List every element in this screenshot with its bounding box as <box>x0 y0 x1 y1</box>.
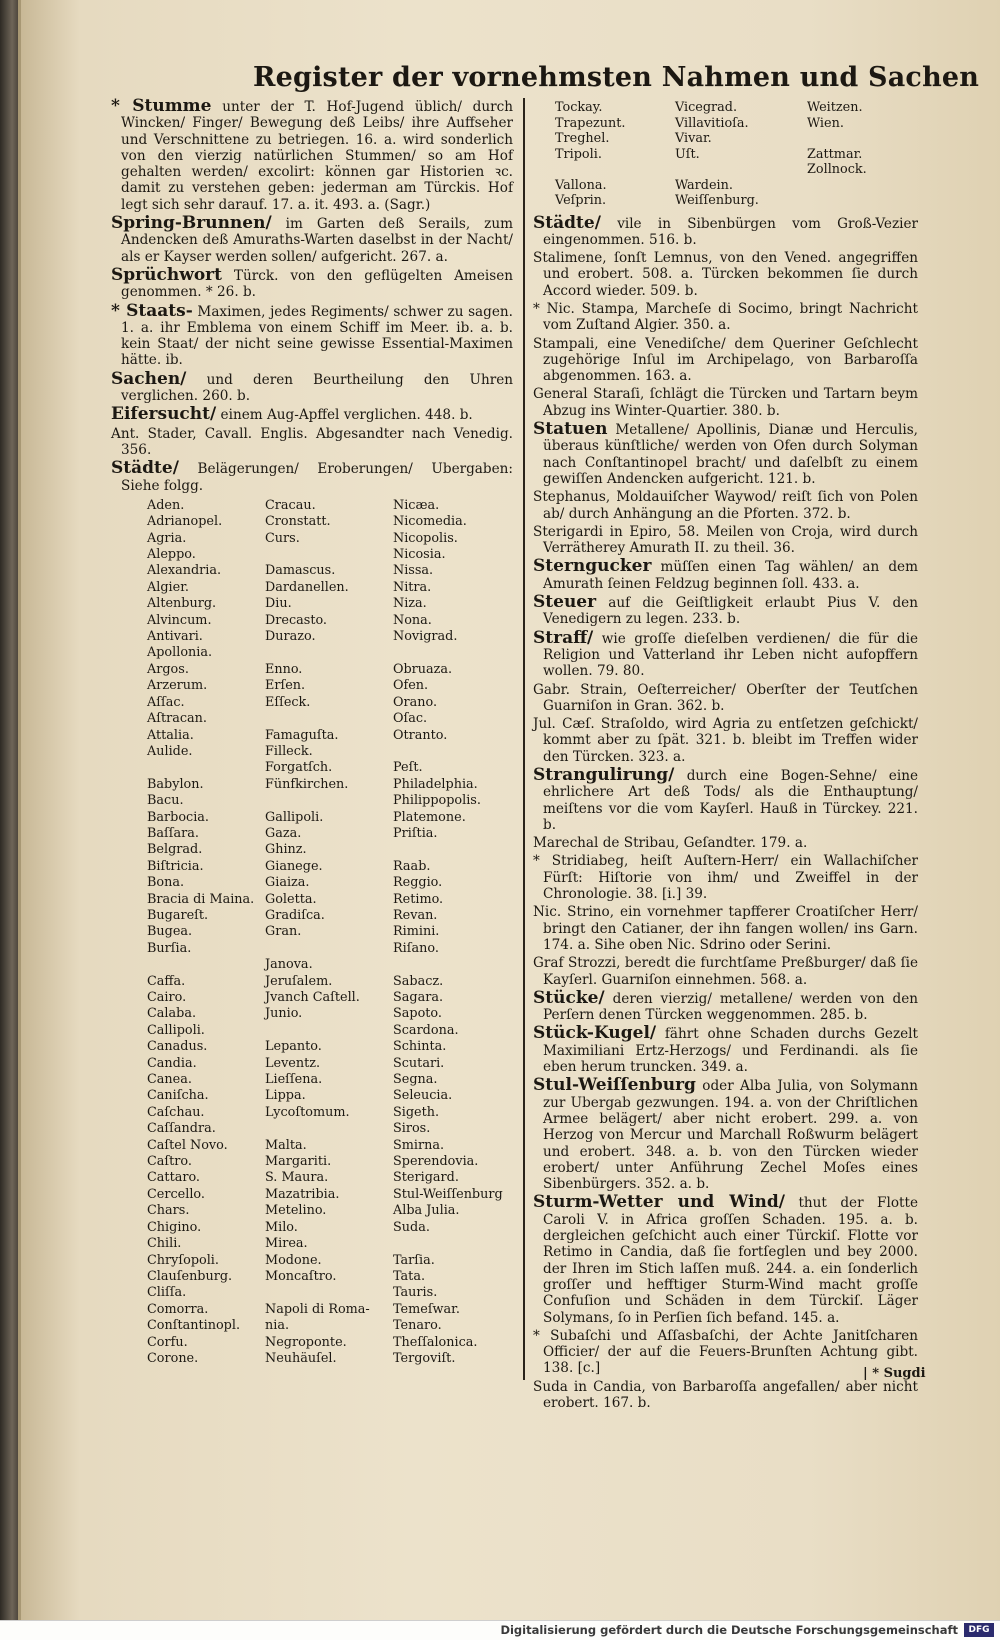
place-name: Metelino. <box>265 1203 327 1219</box>
place-name: Oſac. <box>393 711 428 727</box>
place-name: Cercello. <box>147 1186 205 1202</box>
place-name: Siros. <box>393 1121 431 1137</box>
entry-text: einem Aug-Apffel verglichen. 448. b. <box>220 407 473 424</box>
place-name <box>265 1285 393 1301</box>
place-name: Canea. <box>147 1072 192 1088</box>
place-name: Cattaro. <box>147 1170 200 1186</box>
place-name <box>807 178 917 194</box>
index-entry <box>533 421 918 487</box>
place-name: Altenburg. <box>147 596 217 612</box>
place-name: Sterigard. <box>393 1170 459 1186</box>
place-name: Burſia. <box>147 940 192 956</box>
place-name: Ghinz. <box>265 842 307 858</box>
entry-headword: Straff/ <box>533 627 594 648</box>
left-column <box>111 98 513 1367</box>
place-name: Caniſcha. <box>147 1088 209 1104</box>
place-name: Canadus. <box>147 1039 208 1055</box>
place-name: Aulide. <box>147 743 193 759</box>
place-name: Priſtia. <box>393 825 438 841</box>
place-name: Calaba. <box>147 1006 197 1022</box>
place-name: Tergoviſt. <box>393 1350 456 1366</box>
place-name: Sapoto. <box>393 1006 442 1022</box>
footer-credit: Digitalisierung gefördert durch die Deutsche Forschungsgemeinschaft <box>500 1623 958 1637</box>
place-name: Fünfkirchen. <box>265 776 349 792</box>
index-entry <box>111 300 513 369</box>
place-name: Aſtracan. <box>147 711 207 727</box>
entry-headword: Städte/ <box>111 458 179 479</box>
index-entry <box>533 627 918 680</box>
entry-text: Maximen, jedes Regiments/ schwer zu sagen. 1. a. ihr Emblema von einem Schiff im Meer. ib. a. b. kein Staat/ der nicht seine gewisse Essential-Maximen hätte. ib. <box>121 303 513 369</box>
entry-text: deren vierzig/ metallene/ werden von den Perſern denen Türcken weggenommen. 285. b. <box>543 990 918 1024</box>
place-name: Baſſara. <box>147 825 199 841</box>
entry-text: Jul. Cæſ. Straſoldo, wird Agria zu entſetzen geſchickt/ kommt aber zu ſpät. 321. b. bleibt im Treffen wider den Türcken. 323. a. <box>533 716 918 765</box>
place-name: Tockay. <box>555 100 603 115</box>
place-name: Cairo. <box>147 990 187 1006</box>
place-name: Sabacz. <box>393 973 444 989</box>
place-name: Lieſſena. <box>265 1072 323 1088</box>
index-entry <box>533 835 918 851</box>
place-name: Platemone. <box>393 809 466 825</box>
entry-text: thut der Flotte Caroli V. in Africa groſſen Schaden. 195. a. b. dergleichen geſchicht auch einer Türckiſ. Flotte vor Retimo in Candia, daß ſie fortſeglen und bey 2000. der Ihren im Stich laſſen muß. 244. a. ein ſonderlich groſſer und hefftiger Sturm-Wind macht groſſe Confuſion und Schäden in dem Türckiſ. Läger Solymans, ſo in Perſien ſich befand. 145. a. <box>543 1195 918 1326</box>
place-name: Weitzen. <box>807 100 863 115</box>
entry-text: Graf Strozzi, beredt die furchtſame Preßburger/ daß ſie Kayſerl. Guarniſon einnehmen. 568. a. <box>533 955 918 988</box>
entry-headword: * Staats- <box>111 300 193 321</box>
place-name: Nona. <box>393 612 432 628</box>
place-name: Orano. <box>393 694 438 710</box>
place-name: Famaguſta. <box>265 727 339 743</box>
entry-text: Stampali, eine Venediſche/ dem Queriner Geſchlecht zugehörige Inſul im Archipelago, von Barbaroſſa abgenommen. 163. a. <box>533 335 918 385</box>
place-name: Dardanellen. <box>265 579 349 595</box>
place-name: Durazo. <box>265 629 316 645</box>
place-name <box>265 941 393 957</box>
place-name: Obruaza. <box>393 661 453 677</box>
place-name: Tenaro. <box>393 1318 442 1334</box>
index-entry <box>533 558 918 592</box>
place-name: Neuhäuſel. <box>265 1350 337 1366</box>
place-name: Bugareſt. <box>147 907 209 923</box>
index-entry <box>533 1328 918 1377</box>
place-name: Scardona. <box>393 1022 459 1038</box>
place-name: Treghel. <box>555 131 610 146</box>
entry-headword: Städte/ <box>533 212 601 233</box>
place-name: Trapezunt. <box>555 115 626 131</box>
place-name: Raab. <box>393 858 431 874</box>
place-name: Stul-Weiſſenburg <box>393 1186 503 1202</box>
place-name: Giaiza. <box>265 875 310 891</box>
place-name: Antivari. <box>147 629 203 645</box>
entry-text: auf die Geiſtligkeit erlaubt Pius V. den Venedigern zu legen. 233. b. <box>543 595 918 628</box>
place-name: Seleucia. <box>393 1088 453 1104</box>
place-name <box>265 1023 393 1039</box>
place-name: Janova. <box>265 957 313 973</box>
place-name: Caſtel Novo. <box>147 1137 228 1153</box>
place-name: Bacu. <box>147 793 184 809</box>
place-name: Lippa. <box>265 1088 306 1104</box>
place-name: Conſtantinopl. <box>147 1318 241 1334</box>
place-name: Curs. <box>265 530 300 546</box>
entry-text: Nic. Strino, ein vornehmer tapfferer Croatiſcher Herr/ bringt den Catianer, der ihn fangen wollen/ ins Garn. 174. a. Sihe oben Nic. Sdrino oder Serini. <box>533 904 918 953</box>
place-name: Gran. <box>265 924 302 940</box>
place-name: Zollnock. <box>807 162 867 177</box>
place-name: Attalia. <box>147 727 194 743</box>
place-name: Moncaſtro. <box>265 1268 337 1284</box>
index-entry <box>533 904 918 953</box>
place-name: Chigino. <box>147 1219 202 1235</box>
index-entry <box>533 767 918 833</box>
place-name: Lepanto. <box>265 1039 322 1055</box>
place-name <box>265 645 393 661</box>
index-entry <box>533 1077 918 1192</box>
place-name: Gianege. <box>265 858 323 874</box>
place-name: Retimo. <box>393 891 444 907</box>
place-name: Novigrad. <box>393 629 458 645</box>
entry-headword: Sprüchwort <box>111 264 222 285</box>
place-name: Aſſac. <box>147 694 185 710</box>
right-entries <box>533 212 918 1412</box>
entry-headword: Eifersucht/ <box>111 404 217 425</box>
place-name: Sperendovia. <box>393 1154 479 1170</box>
place-name: Belgrad. <box>147 842 203 858</box>
entry-text: müſſen einen Tag wählen/ an dem Amurath ſeinen Feldzug beginnen ſoll. 433. a. <box>543 559 918 592</box>
entry-headword: Sachen/ <box>111 368 187 389</box>
document-page <box>18 0 1000 1620</box>
place-name: Chryſopoli. <box>147 1252 219 1268</box>
place-name: Napoli di Roma- <box>265 1301 370 1317</box>
place-name: Erſen. <box>265 678 306 694</box>
place-name: Caſtro. <box>147 1154 192 1170</box>
place-name: Drecasto. <box>265 612 328 628</box>
place-name: Enno. <box>265 661 303 677</box>
place-name: Nicomedia. <box>393 514 467 530</box>
place-name <box>147 760 265 776</box>
place-name: Comorra. <box>147 1301 209 1317</box>
place-name: Adrianopel. <box>147 514 223 530</box>
place-name: Niza. <box>393 596 427 612</box>
place-name <box>265 793 393 809</box>
left-entries <box>111 98 513 494</box>
dfg-logo: DFG <box>964 1623 994 1637</box>
place-name: Reggio. <box>393 875 443 891</box>
index-entry <box>533 250 918 299</box>
place-name: Cliſſa. <box>147 1285 187 1301</box>
place-name: Lycoſtomum. <box>265 1104 350 1120</box>
place-name: Forgatſch. <box>265 760 333 776</box>
place-name: Gradiſca. <box>265 907 325 923</box>
place-name: Milo. <box>265 1219 298 1235</box>
place-name <box>265 547 393 563</box>
place-name: Schinta. <box>393 1039 447 1055</box>
index-entry <box>533 524 918 557</box>
entry-headword: Stücke/ <box>533 987 605 1008</box>
place-name: Vallona. <box>555 177 607 193</box>
index-entry <box>533 1025 918 1075</box>
place-name: Philippopolis. <box>393 793 481 809</box>
place-name: Alexandria. <box>147 563 222 579</box>
place-name: Zattmar. <box>807 146 863 162</box>
place-name: Ofen. <box>393 678 429 694</box>
place-name: Bugea. <box>147 924 193 940</box>
entry-text: Stalimene, ſonſt Lemnus, von den Vened. angegriffen und erobert. 508. a. Türcken bekommen ſie durch Accord wieder. 509. b. <box>533 250 918 299</box>
index-entry <box>111 215 513 265</box>
entry-text: Ant. Stader, Cavall. Englis. Abgesandter nach Venedig. 356. <box>111 425 513 458</box>
entry-text: * Subaſchi und Aſſasbaſchi, der Achte Janitſcharen Officier/ der auf die Feuers-Brunſten Achtung gibt. 138. [c.] <box>533 1327 918 1377</box>
index-entry <box>533 853 918 902</box>
place-name: Clauſenburg. <box>147 1268 233 1284</box>
entry-text: Gabr. Strain, Oeſterreicher/ Oberſter der Teutſchen Guarniſon in Gran. 362. b. <box>533 681 918 714</box>
place-name: Argos. <box>147 661 189 677</box>
place-name: Malta. <box>265 1137 307 1153</box>
place-name <box>265 1121 393 1137</box>
place-name: Callipoli. <box>147 1022 205 1038</box>
place-name: Otranto. <box>393 727 448 743</box>
place-name: Philadelphia. <box>393 776 478 792</box>
place-name: Algier. <box>147 579 189 595</box>
place-name: Segna. <box>393 1072 438 1088</box>
entry-text: * Nic. Stampa, Marcheſe di Socimo, bringt Nachricht vom Zuſtand Algier. 350. a. <box>533 300 918 334</box>
entry-text: Sterigardi in Epiro, 58. Meilen von Croja, wird durch Verrätherey Amurath II. zu theil. 36. <box>533 523 918 557</box>
place-name: Candia. <box>147 1055 197 1071</box>
place-name: Vicegrad. <box>675 100 738 115</box>
place-name: Cracau. <box>265 497 316 513</box>
place-name: Arzerum. <box>147 678 208 694</box>
place-name <box>265 711 393 727</box>
index-entry <box>533 386 918 419</box>
index-entry <box>111 460 513 494</box>
place-name: Chili. <box>147 1236 182 1252</box>
entry-text: Türck. von den geflügelten Ameisen genommen. * 26. b. <box>121 267 513 301</box>
place-name: Gaza. <box>265 825 302 841</box>
place-name: Veſprin. <box>555 193 607 208</box>
entry-headword: Steuer <box>533 592 597 613</box>
entry-text: vile in Sibenbürgen vom Groß-Vezier eingenommen. 516. b. <box>543 215 918 248</box>
index-entry <box>533 1379 918 1412</box>
index-entry <box>533 955 918 988</box>
place-name: Filleck. <box>265 743 313 759</box>
place-name: Bracia di Maina. <box>147 891 255 907</box>
place-name: Suda. <box>393 1219 430 1235</box>
index-entry <box>533 716 918 765</box>
place-name: Vivar. <box>675 131 712 146</box>
place-name: Nicosia. <box>393 547 446 563</box>
entry-headword: Stul-Weiſſenburg <box>533 1075 696 1096</box>
place-name: Nicopolis. <box>393 530 458 546</box>
entry-headword: Stück-Kugel/ <box>533 1023 657 1044</box>
entry-text: General Staraſi, ſchlägt die Türcken und Tartarn beym Abzug ins Winter-Quartier. 380. b. <box>533 386 918 419</box>
place-name: Sagara. <box>393 990 444 1006</box>
place-name: Chars. <box>147 1203 190 1219</box>
place-name: Weiſſenburg. <box>675 193 759 208</box>
index-entry <box>533 1194 918 1325</box>
catchword: | * Sugdi <box>863 1366 926 1381</box>
place-name: nia. <box>265 1318 290 1334</box>
place-name: Peſt. <box>393 760 423 776</box>
place-name: Junio. <box>265 1006 303 1022</box>
place-name: Tarſia. <box>393 1252 435 1268</box>
place-name: Negroponte. <box>265 1334 347 1350</box>
place-name: Modone. <box>265 1252 322 1268</box>
place-name: Bona. <box>147 875 185 891</box>
entry-text: Stephanus, Moldauiſcher Waywod/ reiſt ſich von Polen ab/ durch Anhängung an die Pforten. 372. b. <box>533 489 918 522</box>
entry-headword: Spring-Brunnen/ <box>111 213 272 234</box>
place-name: Alvincum. <box>147 612 212 628</box>
place-name: Tauris. <box>393 1285 438 1301</box>
place-name: Mazatribia. <box>265 1186 340 1202</box>
column-divider <box>523 98 525 1380</box>
place-name: Revan. <box>393 907 438 923</box>
place-name: Mirea. <box>265 1236 308 1252</box>
place-name: Rimini. <box>393 924 440 940</box>
entry-headword: * Stumme <box>111 96 212 116</box>
place-name <box>807 131 917 147</box>
place-name: Margariti. <box>265 1154 332 1170</box>
place-name: Smirna. <box>393 1137 445 1153</box>
entry-text: durch eine Bogen-Sehne/ eine ehrlichere Art deß Tods/ als die Enthauptung/ meiſtens vor die vom Kayſerl. Hauß in Türckey. 221. b. <box>543 768 918 833</box>
place-name: S. Maura. <box>265 1170 329 1186</box>
place-name: Alba Julia. <box>393 1203 460 1219</box>
entry-text: Marechal de Stribau, Geſandter. 179. a. <box>533 835 808 852</box>
place-name: Nitra. <box>393 579 432 595</box>
index-entry <box>111 264 513 301</box>
entry-text: fährt ohne Schaden durchs Gezelt Maximiliani Ertz-Herzogs/ und Ferdinandi. als ſie eben herum truncken. 349. a. <box>543 1026 918 1076</box>
index-entry <box>533 594 918 628</box>
place-name: Jvanch Caſtell. <box>265 990 360 1006</box>
place-name: Caffa. <box>147 973 186 989</box>
place-name: Goletta. <box>265 891 317 907</box>
entry-text: wie groſſe dieſelben verdienen/ die für die Religion und Vatterland ihr Leben nicht aufopffern wollen. 79. 80. <box>543 630 918 680</box>
place-name: Wien. <box>807 115 844 131</box>
entry-text: oder Alba Julia, von Solymann zur Ubergab gezwungen. 194. a. von der Chriſtlichen Armee belägert/ aber nicht erobert. 299. a. von Herzog von Mercur und Marchall Roßwurm belägert und erobert. 348. a. b. von den Türcken wieder erobert/ unter Anführung Zechel Moſes eines Sibenbürgers. 352. a. b. <box>543 1078 918 1193</box>
place-name: Caſchau. <box>147 1104 205 1120</box>
footer-bar <box>0 1620 1000 1640</box>
place-name <box>393 957 523 973</box>
place-name: Sigeth. <box>393 1104 440 1120</box>
place-name <box>393 842 523 858</box>
index-entry <box>533 212 918 249</box>
place-name <box>555 162 675 178</box>
place-name <box>393 744 523 760</box>
entry-text: Suda in Candia, von Barbaroſſa angefallen/ aber nicht erobert. 167. b. <box>533 1378 918 1411</box>
entry-text: Metallene/ Apollinis, Dianæ und Herculis, überaus künſtliche/ werden von Ofen durch Solyman nach Conſtantinopel bracht/ und daſelbſt zu einem gewiſſen Andencken aufgericht. 121. b. <box>543 422 918 487</box>
place-name: Nicæa. <box>393 497 440 513</box>
places-list-continued <box>555 100 918 209</box>
entry-headword: Sturm-Wetter und Wind/ <box>533 1192 785 1213</box>
place-name: Corone. <box>147 1350 199 1366</box>
place-name: Uſt. <box>675 146 700 162</box>
place-name <box>393 1236 523 1252</box>
entry-text: und deren Beurtheilung den Uhren verglichen. 260. b. <box>121 371 513 405</box>
entry-headword: Sterngucker <box>533 556 652 577</box>
place-name: Leventz. <box>265 1055 321 1071</box>
place-name: Aleppo. <box>147 547 196 563</box>
place-name: Cronstatt. <box>265 514 331 530</box>
place-name: Babylon. <box>147 776 204 792</box>
index-entry <box>533 682 918 715</box>
place-name: Scutari. <box>393 1055 445 1071</box>
place-name: Apollonia. <box>147 645 213 661</box>
places-list <box>147 498 513 1368</box>
place-name: Villavitioſa. <box>675 115 749 131</box>
place-name: Theſſalonica. <box>393 1334 478 1350</box>
index-entry <box>111 406 513 423</box>
entry-text: * Stridiabeg, heiſt Auſtern-Herr/ ein Wallachiſcher Fürſt: Hiſtorie von ihm/ und Zweiffel in der Chronologie. 38. [i.] 39. <box>533 853 918 903</box>
index-entry <box>533 987 918 1024</box>
index-entry <box>533 301 918 334</box>
entry-headword: Strangulirung/ <box>533 765 675 785</box>
index-entry <box>533 489 918 522</box>
entry-text: im Garten deß Serails, zum Andencken deß Amuraths-Warten daselbst in der Nacht/ als er Kayser werden sollen/ aufgericht. 267. a. <box>121 216 513 265</box>
place-name: Agria. <box>147 530 187 546</box>
place-name: Tripoli. <box>555 146 602 162</box>
entry-text: Belägerungen/ Eroberungen/ Ubergaben: Siehe folgg. <box>121 461 513 494</box>
place-name: Gallipoli. <box>265 809 324 825</box>
place-name: Jeruſalem. <box>265 973 333 989</box>
place-name: Diu. <box>265 596 292 612</box>
index-entry <box>533 336 918 385</box>
place-name: Tata. <box>393 1268 426 1284</box>
index-entry <box>111 426 513 459</box>
place-name <box>393 645 523 661</box>
place-name: Eſſeck. <box>265 694 311 710</box>
right-column <box>533 98 918 1413</box>
place-name: Temeſwar. <box>393 1301 460 1317</box>
place-name: Biſtricia. <box>147 858 204 874</box>
place-name: Caſſandra. <box>147 1121 216 1137</box>
entry-headword: Statuen <box>533 419 608 440</box>
place-name <box>675 162 807 178</box>
place-name: Corfu. <box>147 1334 188 1350</box>
place-name <box>807 193 917 209</box>
place-name: Riſano. <box>393 940 439 956</box>
place-name: Nissa. <box>393 563 434 579</box>
place-name: Aden. <box>147 497 185 513</box>
place-name <box>147 957 265 973</box>
place-name: Damascus. <box>265 563 336 579</box>
index-entry <box>111 98 513 213</box>
index-entry <box>111 368 513 405</box>
place-name: Wardein. <box>675 177 733 193</box>
place-name: Barbocia. <box>147 809 210 825</box>
page-heading: Register der vornehmsten Nahmen und Sachen <box>253 62 980 93</box>
entry-text: unter der T. Hof-Jugend üblich/ durch Wincken/ Finger/ Bewegung deß Leibs/ ihre Auffseher und Verschnittene zu betriegen. 16. a. wird sonderlich von den vierzig natürlichen Stummen/ so am Hof gehalten werden/ excolirt: können gar Historien ꝛc. damit zu verstehen geben: jederman am Türckis. Hof legt sich sehr darauf. 17. a. it. 493. a. (Sagr.) <box>121 99 514 213</box>
